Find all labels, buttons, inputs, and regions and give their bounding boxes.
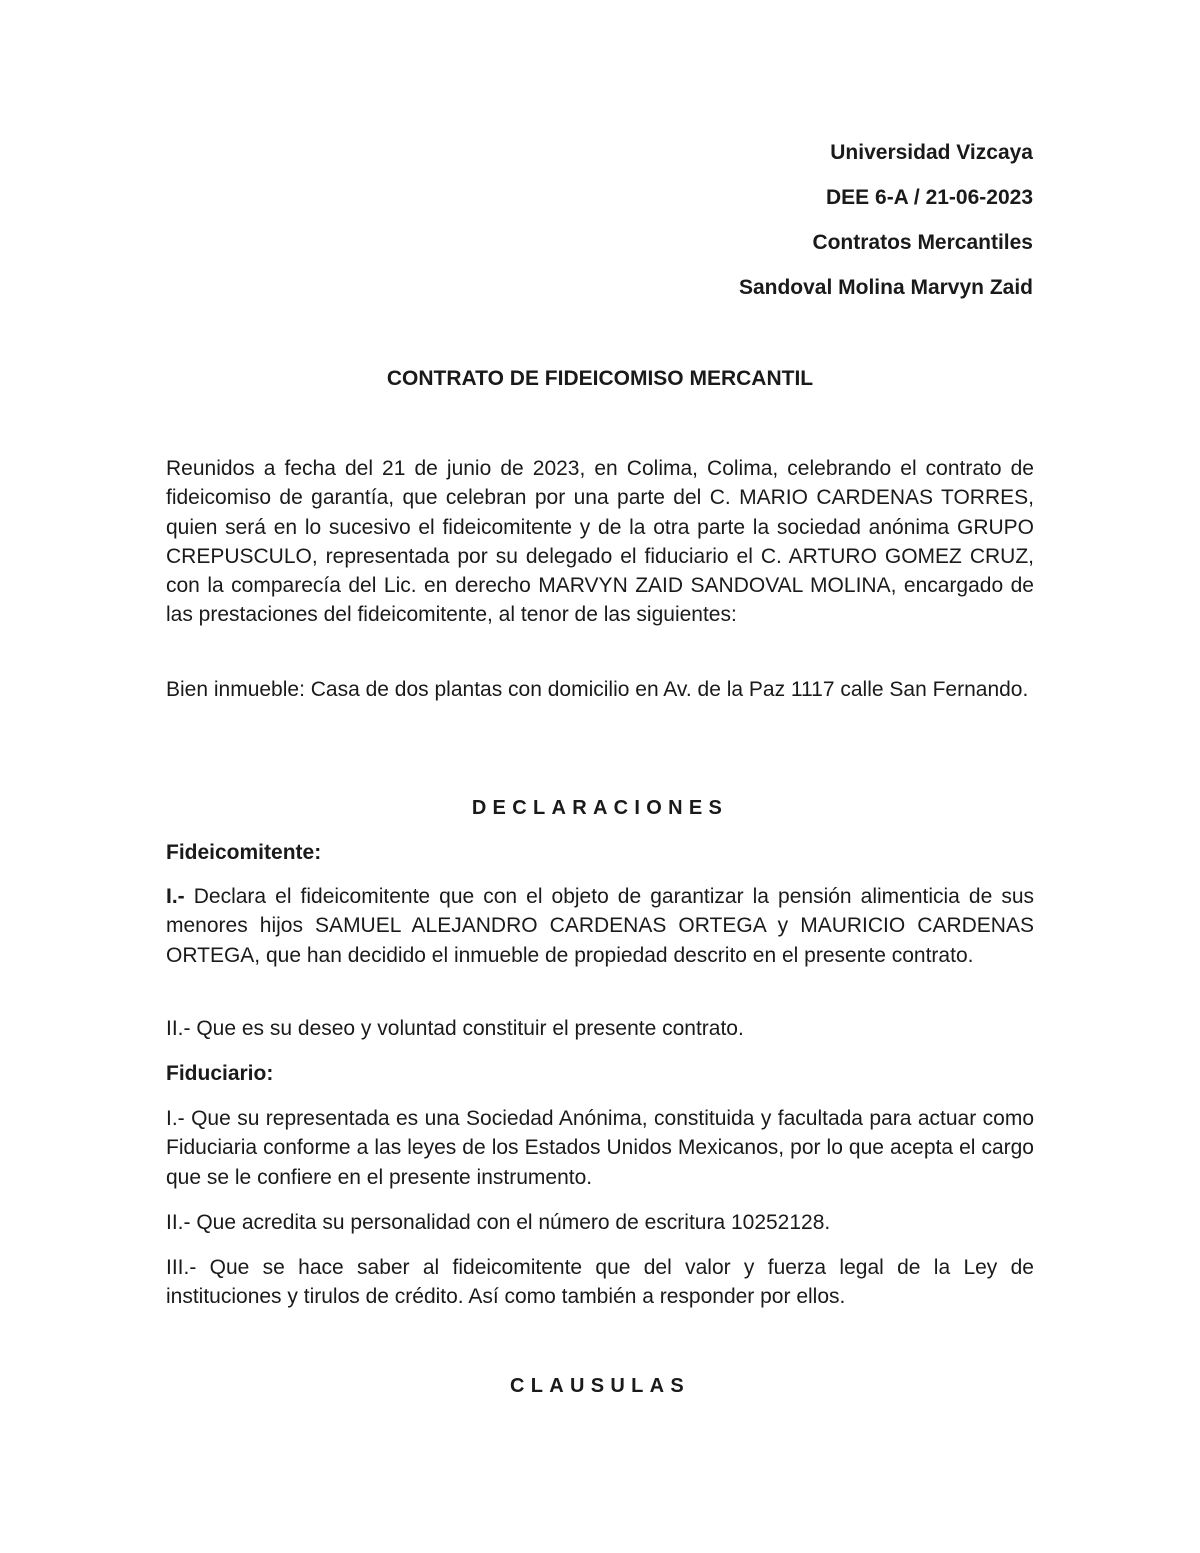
declaraciones-heading: DECLARACIONES [471,797,729,819]
fiduciario-declaration-3: III.- Que se hace saber al fideicomitente que del valor y fuerza legal de la Ley de instituciones y tirulos de crédito. Así como también a responder por ellos. [166,1256,1034,1309]
group-and-date: DEE 6-A / 21-06-2023 [826,186,1033,209]
institution-name: Universidad Vizcaya [830,141,1033,164]
property-paragraph: Bien inmueble: Casa de dos plantas con domicilio en Av. de la Paz 1117 calle San Fernando. [166,678,1029,701]
fideicomitente-declaration-1 [166,882,1034,970]
fiduciario-label: Fiduciario: [166,1062,274,1085]
intro-paragraph: Reunidos a fecha del 21 de junio de 2023, en Colima, Colima, celebrando el contrato de fideicomiso de garantía, que celebran por una parte del C. MARIO CARDENAS TORRES, quien será en lo sucesivo el fideicomitente y de la otra parte la sociedad anónima GRUPO CREPUSCULO, representada por su delegado el fiduciario el C. ARTURO GOMEZ CRUZ, con la comparecía del Lic. en derecho MARVYN ZAID SANDOVAL MOLINA, encargado de las prestaciones del fideicomitente, al tenor de las siguientes: [166,457,1034,627]
declaration-text: Declara el fideicomitente que con el objeto de garantizar la pensión alimenticia de sus menores hijos SAMUEL ALEJANDRO CARDENAS ORTEGA y MAURICIO CARDENAS ORTEGA, que han decidido el inmueble de propiedad descrito en el presente contrato. [166,885,1034,967]
subject-name: Contratos Mercantiles [812,231,1033,254]
fideicomitente-label: Fideicomitente: [166,841,322,864]
clausulas-heading: CLAUSULAS [509,1375,691,1397]
fideicomitente-declaration-2: II.- Que es su deseo y voluntad constituir el presente contrato. [166,1017,744,1040]
document-title: CONTRATO DE FIDEICOMISO MERCANTIL [386,367,814,390]
declaration-number: I.- [166,885,185,908]
fiduciario-declaration-1: I.- Que su representada es una Sociedad Anónima, constituida y facultada para actuar como Fiduciaria conforme a las leyes de los Estados Unidos Mexicanos, por lo que acepta el cargo que se le confiere en el presente instrumento. [166,1107,1034,1189]
author-name: Sandoval Molina Marvyn Zaid [738,276,1033,299]
fiduciario-declaration-2: II.- Que acredita su personalidad con el número de escritura 10252128. [166,1211,831,1234]
document-header [739,139,1033,319]
